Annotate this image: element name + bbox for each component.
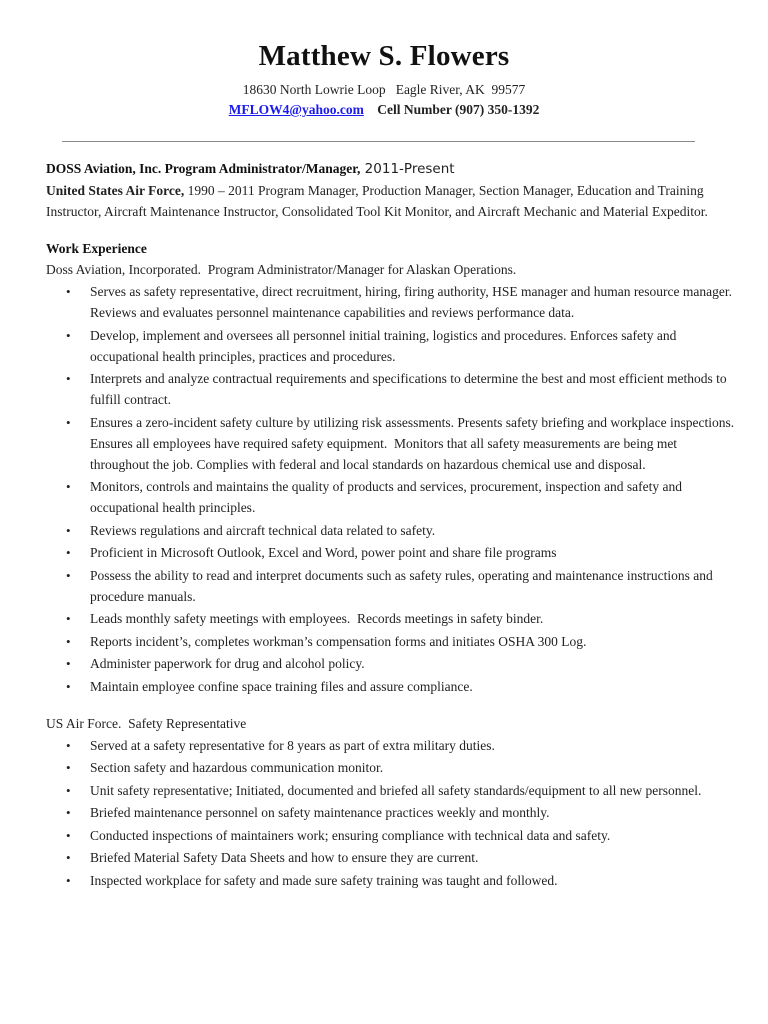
- summary-current-role-date: 2011-Present: [360, 161, 455, 177]
- list-item-text: Leads monthly safety meetings with employees. Records meetings in safety binder.: [90, 611, 544, 626]
- bullet-icon: •: [66, 545, 71, 560]
- contact-line: [0, 100, 768, 120]
- resume-header: [0, 38, 768, 120]
- bullet-icon: •: [66, 827, 71, 843]
- bullet-icon: •: [66, 678, 71, 694]
- phone-number: Cell Number (907) 350-1392: [377, 102, 540, 117]
- list-item-text: Unit safety representative; Initiated, documented and briefed all safety standards/equipment to all new personnel.: [90, 782, 702, 798]
- job-heading: US Air Force. Safety Representative: [46, 715, 247, 731]
- bullet-icon: •: [66, 479, 71, 494]
- list-item: [46, 412, 736, 475]
- job-heading: Doss Aviation, Incorporated. Program Administrator/Manager for Alaskan Operations.: [46, 262, 517, 277]
- bullet-icon: •: [66, 737, 71, 753]
- bullet-icon: •: [66, 633, 71, 649]
- list-item-text: Interprets and analyze contractual requirements and specifications to determine the best and most efficient methods to fulfill contract.: [90, 371, 727, 407]
- list-item: [46, 281, 743, 323]
- list-item-text: Served at a safety representative for 8 years as part of extra military duties.: [90, 737, 495, 753]
- list-item: [46, 825, 736, 846]
- job-bullet-list: [46, 735, 736, 891]
- list-item-text: Serves as safety representative, direct recruitment, hiring, firing authority, HSE manager and human resource manager. Reviews and evaluates personnel maintenance capabilities and reviews performance data.: [90, 284, 743, 320]
- bullet-icon: •: [66, 611, 71, 626]
- list-item-text: Inspected workplace for safety and made sure safety training was taught and followed.: [90, 872, 558, 888]
- list-item: [46, 368, 736, 410]
- list-item: [46, 631, 736, 652]
- bullet-icon: •: [66, 327, 71, 343]
- bullet-icon: •: [66, 850, 71, 865]
- bullet-icon: •: [66, 760, 71, 775]
- bullet-icon: •: [66, 371, 71, 386]
- list-item: [46, 735, 736, 756]
- list-item: [46, 847, 736, 868]
- summary-air-force-title: United States Air Force,: [46, 183, 185, 198]
- list-item: [46, 870, 736, 891]
- list-item-text: Possess the ability to read and interpret documents such as safety rules, operating and maintenance instructions and procedure manuals.: [90, 567, 713, 604]
- list-item: [46, 520, 736, 541]
- bullet-icon: •: [66, 782, 71, 798]
- list-item-text: Develop, implement and oversees all personnel initial training, logistics and procedures. Enforces safety and occupational health principles, practices and procedures.: [90, 327, 677, 364]
- list-item-text: Reviews regulations and aircraft technical data related to safety.: [90, 522, 436, 538]
- list-item-text: Conducted inspections of maintainers work; ensuring compliance with technical data and safety.: [90, 827, 611, 843]
- summary-current-role-title: DOSS Aviation, Inc. Program Administrator/Manager,: [46, 161, 361, 176]
- summary-current-role: [46, 158, 736, 180]
- summary-air-force: [46, 180, 736, 222]
- bullet-icon: •: [66, 656, 71, 671]
- list-item: [46, 653, 736, 674]
- bullet-icon: •: [66, 414, 71, 430]
- list-item: [46, 542, 736, 563]
- address: 18630 North Lowrie Loop Eagle River, AK 99577: [242, 82, 526, 97]
- bullet-icon: •: [66, 284, 71, 299]
- list-item: [46, 608, 736, 629]
- bullet-icon: •: [66, 872, 71, 888]
- resume-body: [46, 158, 743, 892]
- list-item-text: Administer paperwork for drug and alcohol policy.: [90, 656, 365, 671]
- bullet-icon: •: [66, 805, 71, 820]
- list-item-text: Maintain employee confine space training files and assure compliance.: [90, 678, 473, 694]
- list-item: [46, 757, 736, 778]
- list-item: [46, 676, 736, 697]
- email-link[interactable]: MFLOW4@yahoo.com: [228, 102, 364, 117]
- list-item-text: Proficient in Microsoft Outlook, Excel and Word, power point and share file programs: [90, 545, 557, 560]
- job-bullet-list: [46, 281, 743, 697]
- header-divider: [62, 141, 695, 142]
- list-item-text: Section safety and hazardous communication monitor.: [90, 760, 384, 775]
- list-item-text: Briefed Material Safety Data Sheets and how to ensure they are current.: [90, 850, 479, 865]
- bullet-icon: •: [66, 567, 71, 583]
- list-item: [46, 565, 736, 607]
- list-item: [46, 780, 736, 801]
- job-doss-aviation: [46, 259, 743, 697]
- bullet-icon: •: [66, 522, 71, 538]
- list-item-text: Monitors, controls and maintains the quality of products and services, procurement, inspection and safety and occupational health principles.: [90, 479, 682, 515]
- list-item: [46, 325, 736, 367]
- list-item-text: Ensures a zero-incident safety culture by utilizing risk assessments. Presents safety briefing and workplace inspections. Ensures all employees have required safety equipment. Monitors that all safety measurements are being met throughout the job. Complies with federal and local standards on hazardous chemical use and disposal.: [90, 414, 738, 472]
- summary-air-force-text: 1990 – 2011 Program Manager, Production Manager, Section Manager, Education and Training Instructor, Aircraft Maintenance Instructor, Consolidated Tool Kit Monitor, and Aircraft Mechanic and Material Expeditor.: [46, 183, 708, 219]
- candidate-name: Matthew S. Flowers: [258, 40, 510, 72]
- section-title-work-experience: Work Experience: [46, 241, 147, 256]
- list-item: [46, 802, 736, 823]
- job-us-air-force: [46, 713, 736, 891]
- list-item-text: Reports incident’s, completes workman’s compensation forms and initiates OSHA 300 Log.: [90, 633, 587, 649]
- list-item-text: Briefed maintenance personnel on safety maintenance practices weekly and monthly.: [90, 805, 550, 820]
- list-item: [46, 476, 736, 518]
